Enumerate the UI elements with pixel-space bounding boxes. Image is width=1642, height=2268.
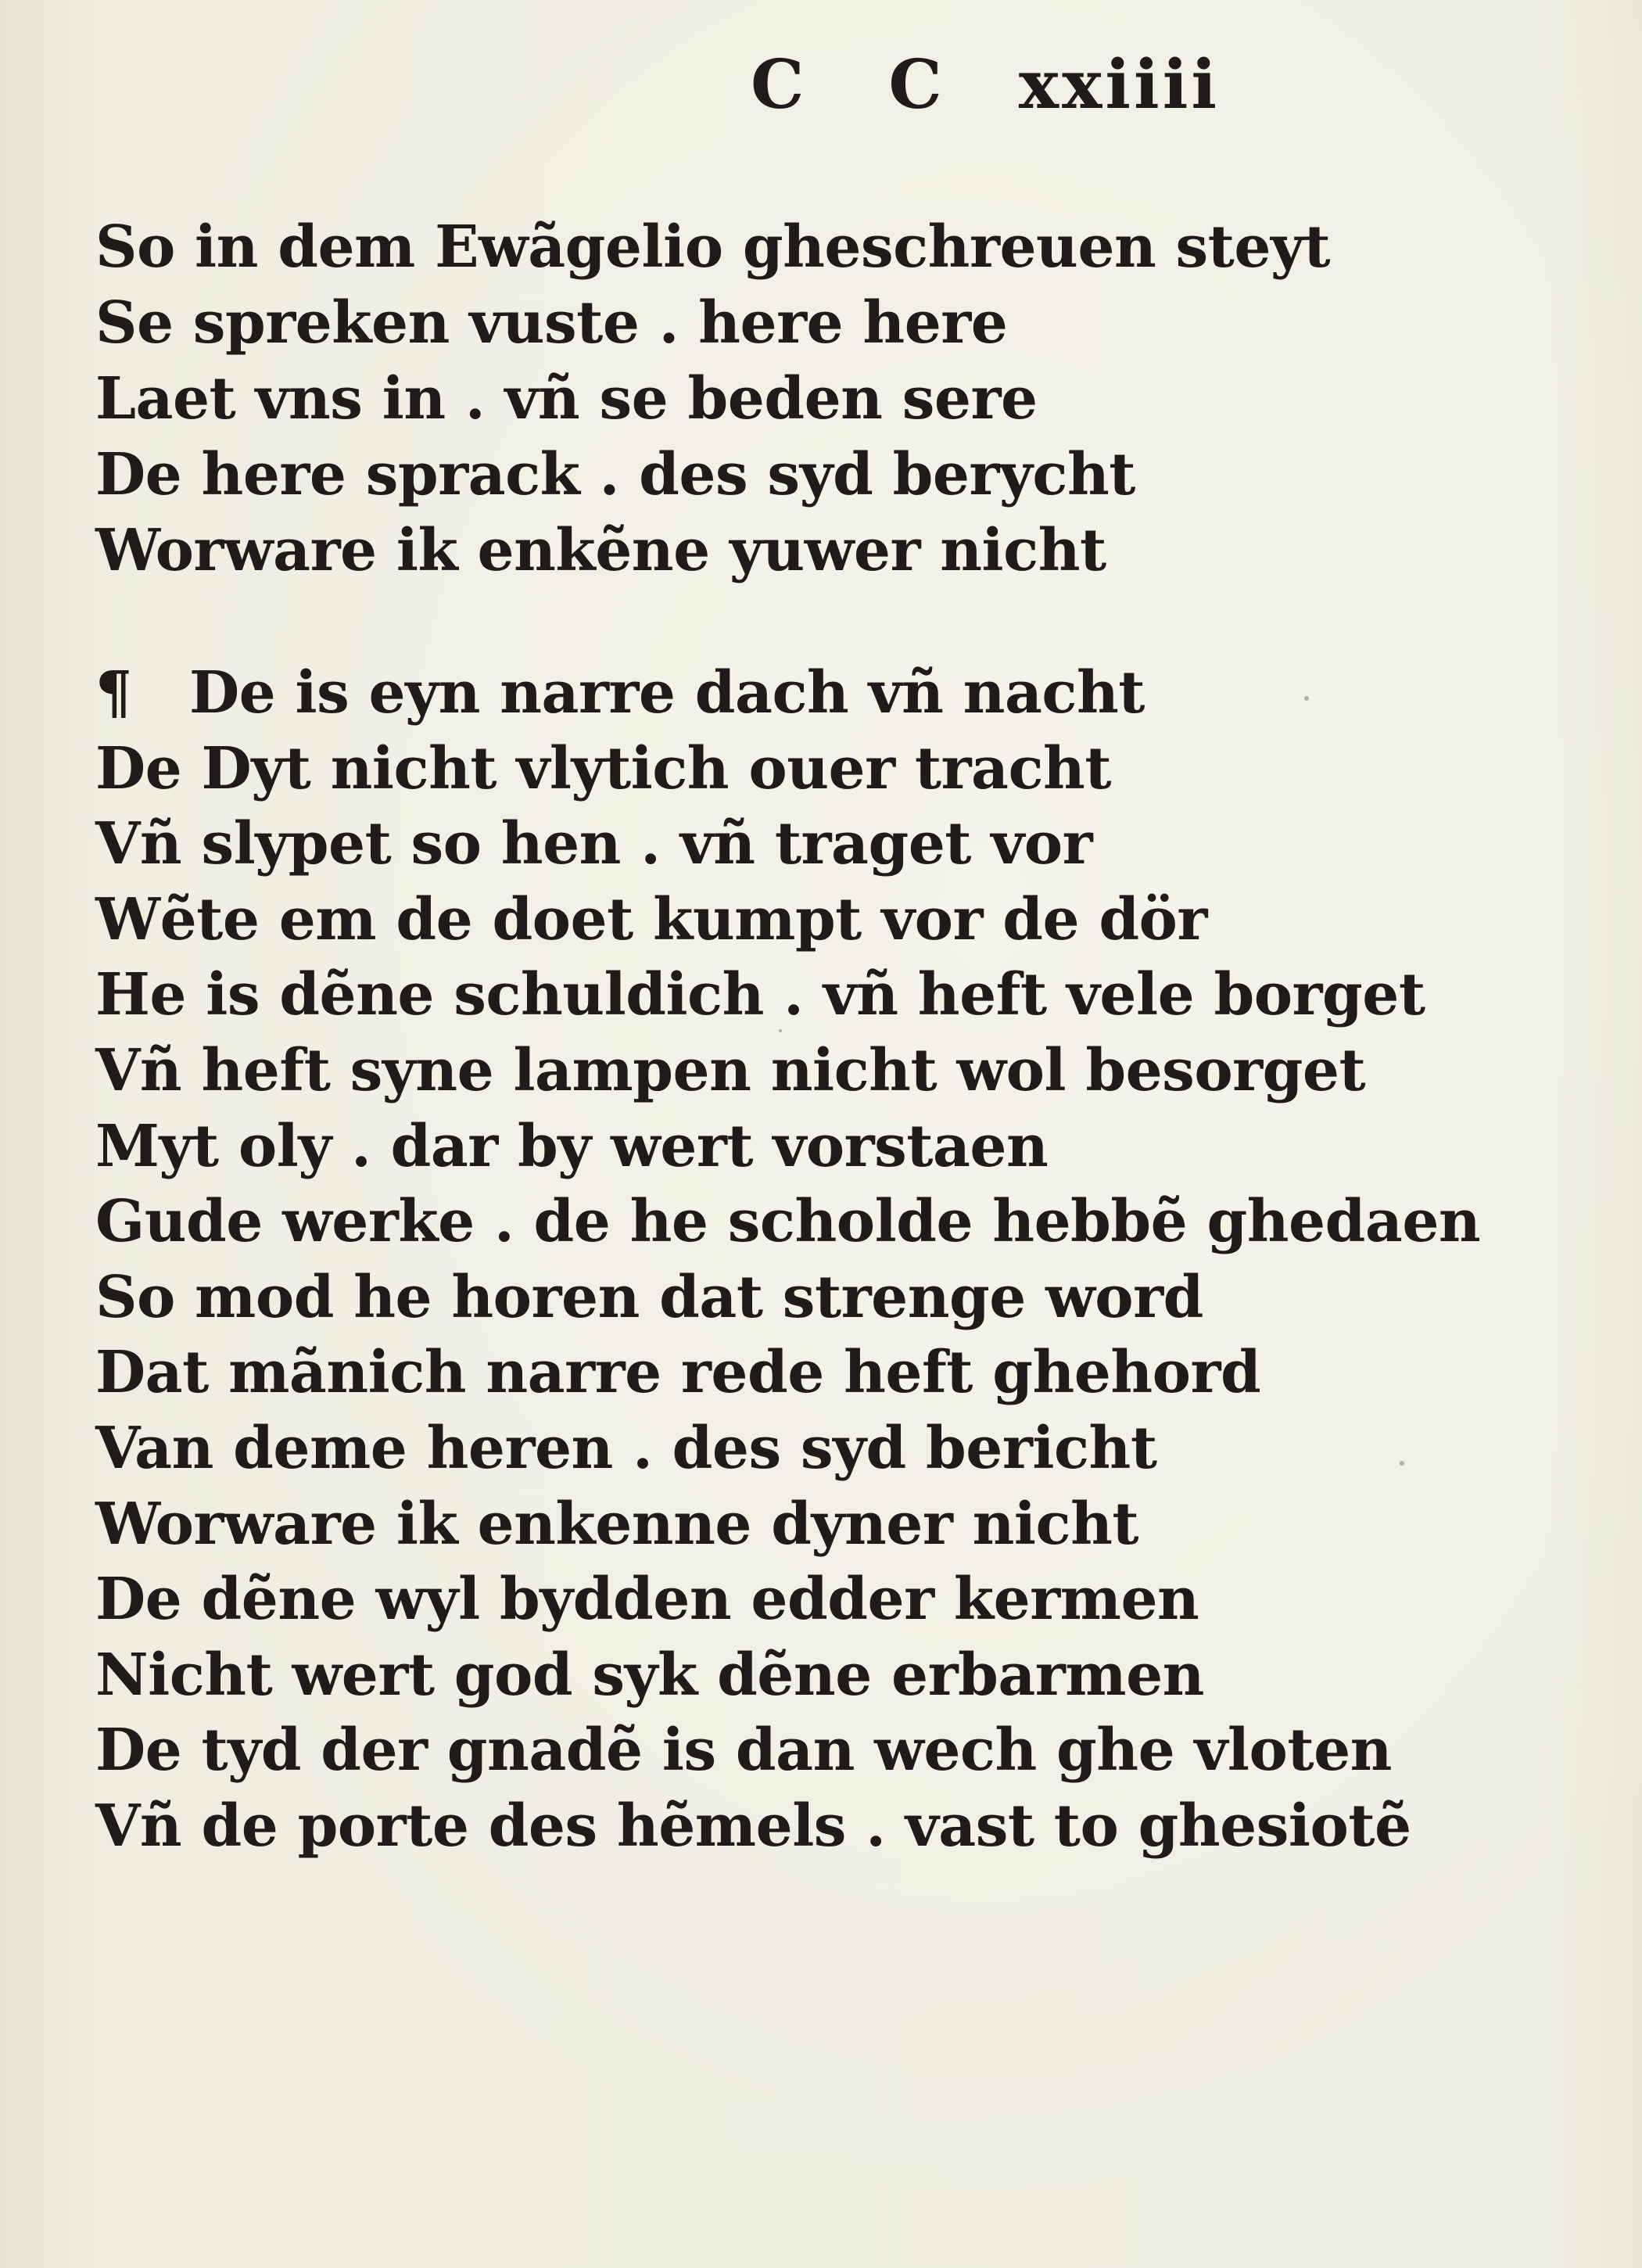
verse-line: De tyd der gnadẽ is dan wech ghe vloten	[95, 1717, 1392, 1785]
verse-line: Vñ de porte des hẽmels . vast to ghesiotẽ	[95, 1792, 1411, 1860]
folio-part-3: xxiiii	[1018, 45, 1221, 124]
paper-speck	[1400, 1461, 1404, 1466]
verse-line: Se spreken vuste . here here	[95, 289, 1008, 357]
paper-speck	[779, 1029, 782, 1032]
verse-line	[95, 655, 1480, 731]
verse-line: Nicht wert god syk dẽne erbarmen	[95, 1641, 1204, 1709]
verse-line: Worware ik enkenne dyner nicht	[95, 1490, 1139, 1558]
folio-part-1: C	[751, 45, 808, 124]
paper-speck	[1304, 696, 1309, 701]
verse-line: So in dem Ewãgelio gheschreuen steyt	[95, 214, 1331, 281]
verse-line: Laet vns in . vñ se beden sere	[95, 365, 1038, 432]
verse-line: De here sprack . des syd berycht	[95, 441, 1135, 508]
verse-line: So mod he horen dat strenge word	[95, 1263, 1203, 1331]
verse-line: Worware ik enkẽne yuwer nicht	[95, 517, 1106, 584]
verse-line: De Dyt nicht vlytich ouer tracht	[95, 734, 1112, 802]
pilcrow-icon: ¶	[95, 659, 132, 727]
verse-line: Van deme heren . des syd bericht	[95, 1414, 1157, 1482]
verse-line-text: De is eyn narre dach vñ nacht	[189, 659, 1145, 727]
folio-part-2: C	[888, 45, 945, 124]
verse-line: Vñ slypet so hen . vñ traget vor	[95, 810, 1093, 878]
verse-line: Wẽte em de doet kumpt vor de dör	[95, 885, 1207, 953]
stanza-1	[95, 210, 1330, 589]
verse-line: He is dẽne schuldich . vñ heft vele borget	[95, 961, 1425, 1029]
verse-line: Gude werke . de he scholde hebbẽ ghedaen	[95, 1188, 1481, 1256]
verse-line: De dẽne wyl bydden edder kermen	[95, 1566, 1199, 1634]
verse-line: Dat mãnich narre rede heft ghehord	[95, 1339, 1261, 1407]
verse-line: Vñ heft syne lampen nicht wol besorget	[95, 1036, 1366, 1104]
folio-number	[751, 45, 1221, 124]
verse-line: Myt oly . dar by wert vorstaen	[95, 1112, 1049, 1180]
stanza-2	[95, 655, 1480, 1864]
